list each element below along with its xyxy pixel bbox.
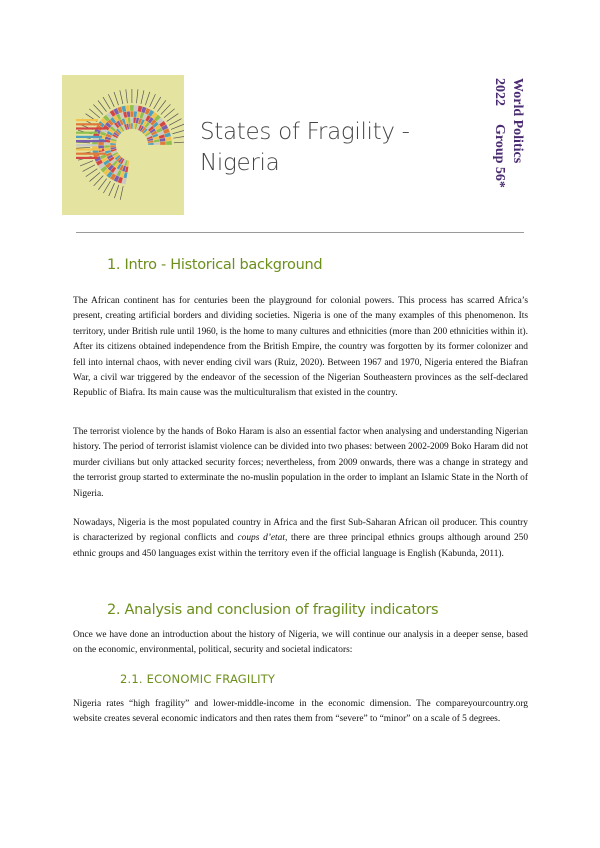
wheel-legend-stripe — [76, 127, 106, 129]
wheel-segment — [125, 105, 130, 111]
wheel-segment — [154, 142, 160, 145]
wheel-legend-stripe — [76, 119, 98, 121]
wheel-legend-stripe — [76, 144, 98, 146]
wheel-segment — [166, 141, 172, 145]
p3-text-b: , there are three principal ethnics groups although around 250 ethnic groups and 450 languages exist within the territory even if the official language is English (Kabunda, 2011). — [73, 533, 529, 559]
intro-paragraph-1: The African continent has for centuries been the playground for colonial powers. This process has scarred Africa’s present, creating artificial borders and dividing societies. Nigeria is one of the many examples of this phenomenon. Its territory, under British rule until 1960, is the home to many cultures and ethnicities (more than 200 ethnicities within it). After its citizens obtained independence from the British Empire, the country was forgotten by its former colonizer and fell into internal chaos, with never ending civil wars (Ruiz, 2020). Between 1967 and 1970, Nigeria entered the Biafran War, a civil war triggered by the endeavor of the secession of the Nigerian Southeastern provinces as the self-declared Republic of Biafra. Its main cause was the multiculturalism that existed in the country. — [73, 296, 528, 399]
header-divider — [76, 232, 524, 233]
wheel-legend-stripe — [76, 136, 102, 138]
wheel-legend-stripe — [76, 148, 102, 150]
wheel-segment — [104, 145, 110, 148]
title-line-1: States of Fragility - — [200, 119, 410, 145]
analysis-paragraph: Once we have done an introduction about the history of Nigeria, we will continue our analysis in a deeper sense, based on the economic, environmental, political, security and societal indicators: — [73, 630, 528, 656]
intro-paragraph-3 — [73, 516, 528, 562]
economic-paragraph: Nigeria rates “high fragility” and lower-middle-income in the economic dimension. The compareyourcountry.org website creates several economic indicators and then rates them from “severe” to “minor” on a scale of 5 degrees. — [73, 699, 528, 725]
wheel-segment — [98, 145, 104, 149]
wheel-legend-stripe — [76, 153, 106, 155]
wheel-segment — [130, 111, 134, 117]
wheel-legend-stripe — [76, 132, 98, 134]
analysis-heading: 2. Analysis and conclusion of fragility indicators — [107, 602, 439, 618]
document-title — [200, 117, 430, 179]
wheel-legend-stripe — [76, 157, 98, 159]
title-line-2: Nigeria — [200, 150, 280, 176]
wheel-segment — [160, 141, 166, 145]
wheel-segment — [130, 117, 133, 123]
economic-fragility-heading: 2.1. ECONOMIC FRAGILITY — [120, 672, 276, 686]
wheel-legend-stripe — [76, 140, 106, 142]
p3-text-a: Nowadays, Nigeria is the most populated country in Africa and the first Sub-Saharan African oil producer. This country is characterized by regional conflicts and — [73, 518, 528, 544]
course-year: 2022 — [492, 78, 507, 106]
group-number: Group 56* — [492, 123, 507, 188]
course-year-group — [490, 78, 508, 187]
intro-paragraph-2: The terrorist violence by the hands of Boko Haram is also an essential factor when analysing and understanding Nigerian history. The period of terrorist islamist violence can be divided into two phases: between 2002-2009 Boko Haram did not murder civilians but only attacked security forces; nevertheless, from 2009 onwards, there was a change in strategy and the terrorist group started to exterminate the no-muslin population in the order to implant an Islamic State in the North of Nigeria. — [73, 427, 528, 499]
p3-emphasis: coups d’etat — [237, 533, 285, 544]
course-name: World Politics — [510, 78, 525, 164]
wheel-segment — [130, 105, 134, 111]
course-info — [460, 78, 530, 228]
fragility-wheel-figure — [62, 75, 184, 215]
wheel-legend-stripe — [76, 123, 102, 125]
fragility-wheel-graphic — [62, 75, 184, 215]
intro-heading: 1. Intro - Historical background — [107, 257, 323, 273]
